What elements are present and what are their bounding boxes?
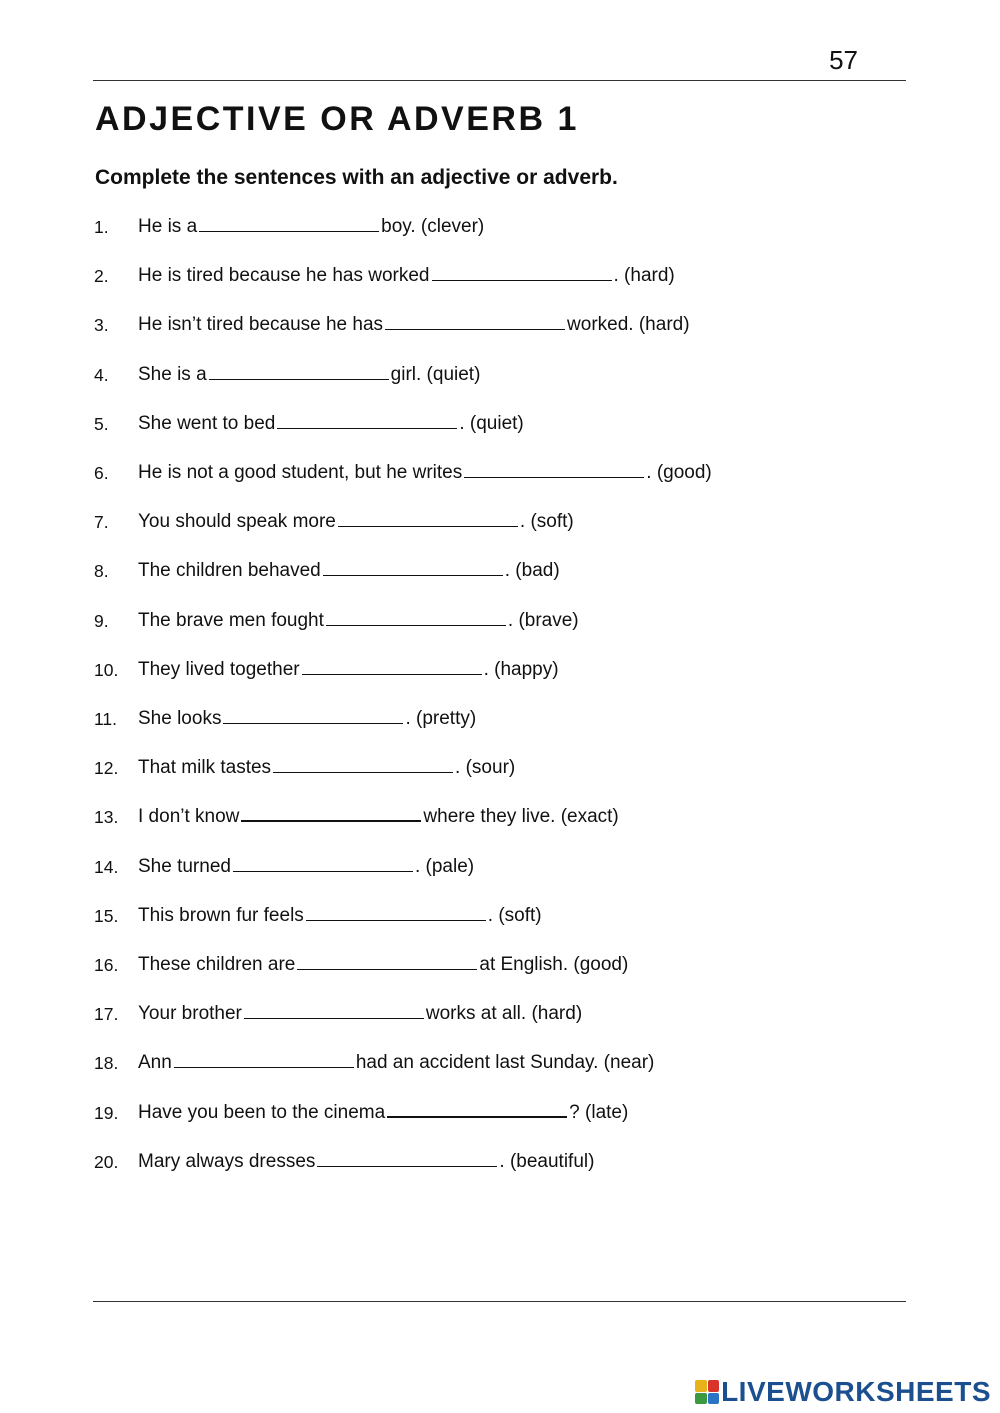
sentence-end: girl. (quiet)	[390, 363, 481, 385]
footer-rule	[93, 1301, 906, 1302]
item-number: 15.	[94, 905, 119, 926]
sentence-end: . (brave)	[507, 609, 579, 631]
answer-blank[interactable]	[326, 607, 506, 626]
worksheet-title: ADJECTIVE OR ADVERB 1	[95, 100, 579, 138]
sentence-start: Ann	[138, 1052, 172, 1074]
sentence-end: . (sour)	[455, 757, 516, 779]
sentence-end: works at all. (hard)	[425, 1003, 583, 1025]
sentence	[138, 655, 559, 685]
badge-square	[695, 1380, 707, 1392]
item-number: 14.	[94, 856, 119, 877]
sentence	[138, 556, 560, 586]
item-number: 18.	[94, 1053, 119, 1074]
sentence-start: I don’t know	[138, 806, 240, 828]
sentence-start: She went to bed	[138, 412, 276, 434]
sentence	[138, 1147, 594, 1177]
sentence-end: . (beautiful)	[499, 1150, 595, 1172]
answer-blank[interactable]	[209, 361, 389, 380]
sentence	[138, 458, 712, 488]
sentence-start: She turned	[138, 855, 231, 877]
sentence-start: They lived together	[138, 658, 300, 680]
sentence	[138, 950, 628, 980]
sentence-end: . (bad)	[504, 560, 560, 582]
sentence-start: That milk tastes	[138, 757, 272, 779]
sentence	[138, 606, 579, 636]
item-number: 20.	[94, 1151, 119, 1172]
sentence	[138, 901, 542, 931]
sentence-end: . (quiet)	[459, 412, 524, 434]
sentence	[138, 704, 476, 734]
item-number: 12.	[94, 758, 119, 779]
answer-blank[interactable]	[199, 213, 379, 232]
page-number: 57	[829, 45, 858, 75]
item-number: 1.	[94, 217, 109, 237]
sentence	[138, 409, 524, 439]
sentence-end: at English. (good)	[479, 954, 629, 975]
item-number: 16.	[94, 955, 119, 975]
sentence-start: Your brother	[138, 1003, 242, 1025]
item-number: 3.	[94, 315, 109, 336]
sentence-end: ? (late)	[569, 1101, 629, 1123]
sentence-end: . (soft)	[487, 904, 542, 926]
item-number: 2.	[94, 266, 109, 287]
sentence	[138, 753, 515, 783]
item-number: 4.	[94, 364, 109, 385]
item-number: 7.	[94, 512, 109, 533]
answer-blank[interactable]	[306, 902, 486, 921]
answer-blank[interactable]	[244, 1000, 424, 1019]
sentence	[138, 310, 690, 340]
answer-blank[interactable]	[302, 656, 482, 675]
brand-text: LIVEWORKSHEETS	[721, 1376, 991, 1407]
sentence-start: This brown fur feels	[138, 904, 304, 926]
sentence-end: boy. (clever)	[381, 216, 485, 237]
sentence-start: He is not a good student, but he writes	[138, 462, 463, 483]
sentence-start: She looks	[138, 708, 222, 729]
answer-blank[interactable]	[297, 951, 477, 970]
sentence-start: Mary always dresses	[138, 1150, 316, 1172]
sentence	[138, 212, 484, 242]
sentence-end: . (pretty)	[405, 708, 477, 729]
sentence-end: worked. (hard)	[567, 314, 690, 336]
answer-blank[interactable]	[432, 262, 612, 281]
sentence	[138, 360, 480, 390]
item-number: 17.	[94, 1004, 119, 1025]
sentence-end: . (good)	[646, 462, 712, 483]
sentence	[138, 999, 582, 1029]
item-number: 11.	[94, 709, 118, 729]
sentence-start: You should speak more	[138, 511, 336, 533]
item-number: 9.	[94, 610, 109, 631]
sentence	[138, 852, 474, 882]
liveworksheets-logo	[695, 1378, 991, 1406]
answer-blank[interactable]	[233, 853, 413, 872]
item-number: 10.	[94, 659, 119, 680]
answer-blank[interactable]	[223, 705, 403, 724]
answer-blank[interactable]	[385, 311, 565, 330]
badge-square	[708, 1380, 720, 1392]
sentence-end: . (soft)	[519, 511, 574, 533]
sentence	[138, 802, 619, 832]
sentence-start: She is a	[138, 363, 207, 385]
answer-blank[interactable]	[464, 459, 644, 478]
item-number: 8.	[94, 561, 109, 582]
sentence-start: The brave men fought	[138, 609, 324, 631]
answer-blank[interactable]	[273, 754, 453, 773]
badge-square	[695, 1393, 707, 1405]
sentence	[138, 1048, 654, 1078]
instructions: Complete the sentences with an adjective or adverb.	[95, 166, 618, 189]
sentence-start: He is a	[138, 216, 198, 237]
item-number: 6.	[94, 463, 109, 483]
sentence-end: where they live. (exact)	[423, 806, 619, 828]
badge-square	[708, 1393, 720, 1405]
logo-badge-icon	[695, 1380, 719, 1404]
answer-blank[interactable]	[317, 1148, 497, 1167]
sentence-start: Have you been to the cinema	[138, 1101, 386, 1123]
sentence	[138, 507, 574, 537]
sentence-end: . (pale)	[414, 855, 475, 877]
sentence-end: . (happy)	[483, 658, 559, 680]
sentence-start: He is tired because he has worked	[138, 265, 430, 287]
answer-blank[interactable]	[174, 1049, 354, 1068]
answer-blank[interactable]	[338, 508, 518, 527]
sentence-end: . (hard)	[613, 265, 675, 287]
sentence	[138, 1098, 628, 1128]
sentence-start: The children behaved	[138, 560, 321, 582]
sentence-start: These children are	[138, 954, 296, 975]
header-rule	[93, 80, 906, 81]
sentence-end: had an accident last Sunday. (near)	[355, 1052, 655, 1074]
answer-blank[interactable]	[387, 1098, 567, 1118]
sentence	[138, 261, 675, 291]
sentence-start: He isn’t tired because he has	[138, 314, 384, 336]
item-number: 13.	[94, 807, 119, 828]
answer-blank[interactable]	[241, 802, 421, 822]
answer-blank[interactable]	[277, 410, 457, 429]
item-number: 5.	[94, 413, 109, 434]
answer-blank[interactable]	[323, 557, 503, 576]
item-number: 19.	[94, 1102, 119, 1123]
